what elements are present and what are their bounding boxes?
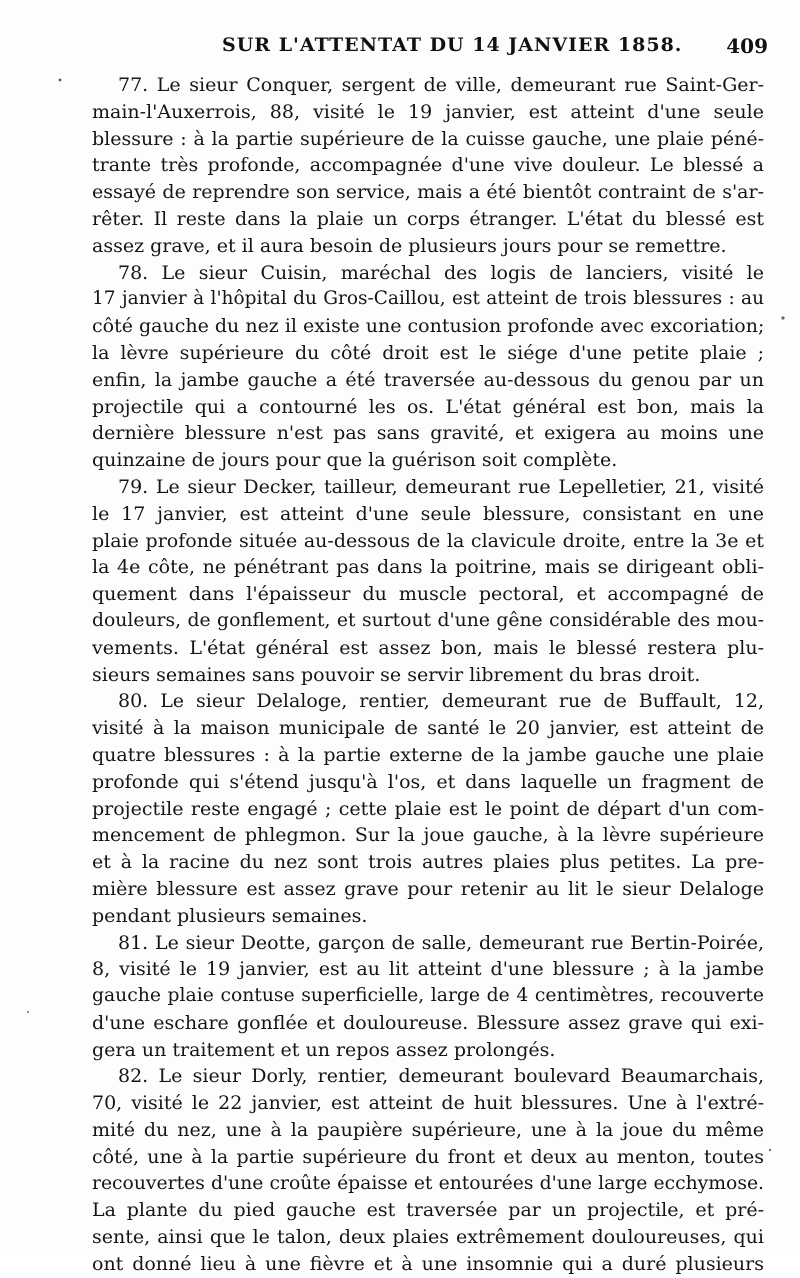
text-line: d'une eschare gonflée et douloureuse. Blessure assez grave qui exi- (92, 1011, 764, 1034)
text-line: côté gauche du nez il existe une contusion profonde avec excoriation; (92, 315, 764, 338)
text-line: 77. Le sieur Conquer, sergent de ville, demeurant rue Saint-Ger- (118, 74, 764, 96)
text-line: 70, visité le 22 janvier, est atteint de huit blessures. Une à l'extré- (92, 1092, 764, 1115)
speck (781, 316, 784, 319)
text-line: 79. Le sieur Decker, tailleur, demeurant rue Lepelletier, 21, visité (118, 475, 764, 498)
text-line: la 4e côte, ne pénétrant pas dans la poitrine, mais se dirigeant obli- (92, 556, 764, 579)
text-line: trante très profonde, accompagnée d'une vive douleur. Le blessé a (92, 154, 764, 177)
speck (27, 1011, 29, 1013)
text-line: essayé de reprendre son service, mais a été bientôt contraint de s'ar- (92, 181, 764, 204)
body-text (92, 72, 764, 1278)
text-line: ont donné lieu à une fièvre et à une insomnie qui a duré plusieurs (92, 1253, 764, 1276)
text-line: vements. L'état général est assez bon, mais le blessé restera plu- (92, 636, 764, 659)
text-line: et à la racine du nez sont trois autres plaies plus petites. La pre- (92, 851, 764, 874)
text-line: projectile qui a contourné les os. L'état général est bon, mais la (92, 395, 764, 418)
text-line: recouvertes d'une croûte épaisse et entourées d'une large ecchymose. (92, 1172, 764, 1194)
text-line: 81. Le sieur Deotte, garçon de salle, demeurant rue Bertin-Poirée, (118, 931, 764, 954)
text-line: dernière blessure n'est pas sans gravité, et exigera au moins une (92, 422, 764, 445)
running-title: SUR L'ATTENTAT DU 14 JANVIER 1858. (222, 34, 683, 56)
text-line: douleurs, de gonflement, et surtout d'une gêne considérable des mou- (92, 609, 764, 631)
page-number: 409 (726, 34, 768, 58)
text-line: mière blessure est assez grave pour retenir au lit le sieur Delaloge (92, 877, 764, 900)
text-line: main-l'Auxerrois, 88, visité le 19 janvier, est atteint d'une seule (92, 100, 764, 123)
text-line: quement dans l'épaisseur du muscle pectoral, et accompagné de (92, 583, 764, 606)
text-line: sieurs semaines sans pouvoir se servir librement du bras droit. (92, 663, 701, 686)
text-line: visité à la maison municipale de santé le 20 janvier, est atteint de (92, 717, 764, 740)
text-line: rêter. Il reste dans la plaie un corps étranger. L'état du blessé est (92, 207, 764, 230)
text-line: 78. Le sieur Cuisin, maréchal des logis de lanciers, visité le (118, 261, 764, 284)
text-line: plaie profonde située au-dessous de la clavicule droite, entre la 3e et (92, 529, 764, 552)
text-line: quinzaine de jours pour que la guérison soit complète. (92, 449, 618, 472)
page-header (92, 34, 768, 64)
text-line: blessure : à la partie supérieure de la cuisse gauche, une plaie péné- (92, 127, 764, 150)
text-line: projectile reste engagé ; cette plaie est le point de départ d'un com- (92, 797, 764, 820)
speck (59, 79, 62, 82)
text-line: sente, ainsi que le talon, deux plaies extrêmement douloureuses, qui (92, 1226, 764, 1249)
text-line: mencement de phlegmon. Sur la joue gauche, à la lèvre supérieure (92, 824, 764, 847)
text-line: la lèvre supérieure du côté droit est le siége d'une petite plaie ; (92, 341, 764, 364)
text-line: mité du nez, une à la paupière supérieure, une à la joue du même (92, 1119, 764, 1142)
text-line: La plante du pied gauche est traversée par un projectile, et pré- (92, 1199, 764, 1222)
text-line: 82. Le sieur Dorly, rentier, demeurant boulevard Beaumarchais, (118, 1065, 764, 1088)
text-line: gauche plaie contuse superficielle, large de 4 centimètres, recouverte (92, 985, 764, 1007)
text-line: quatre blessures : à la partie externe de la jambe gauche une plaie (92, 743, 764, 766)
text-line: enfin, la jambe gauche a été traversée au-dessous du genou par un (92, 368, 764, 391)
text-line: gera un traitement et un repos assez prolongés. (92, 1038, 556, 1061)
text-line: côté, une à la partie supérieure du front et deux au menton, toutes (92, 1145, 764, 1168)
text-line: profonde qui s'étend jusqu'à l'os, et dans laquelle un fragment de (92, 770, 764, 793)
text-line: 17 janvier à l'hôpital du Gros-Caillou, est atteint de trois blessures : au (92, 288, 764, 310)
text-line: 8, visité le 19 janvier, est au lit atteint d'une blessure ; à la jambe (92, 958, 764, 981)
text-line: 80. Le sieur Delaloge, rentier, demeurant rue de Buffault, 12, (118, 690, 764, 713)
text-line: le 17 janvier, est atteint d'une seule blessure, consistant en une (92, 502, 764, 525)
text-line: assez grave, et il aura besoin de plusieurs jours pour se remettre. (92, 234, 727, 257)
text-line: pendant plusieurs semaines. (92, 904, 368, 927)
speck (769, 1149, 771, 1151)
